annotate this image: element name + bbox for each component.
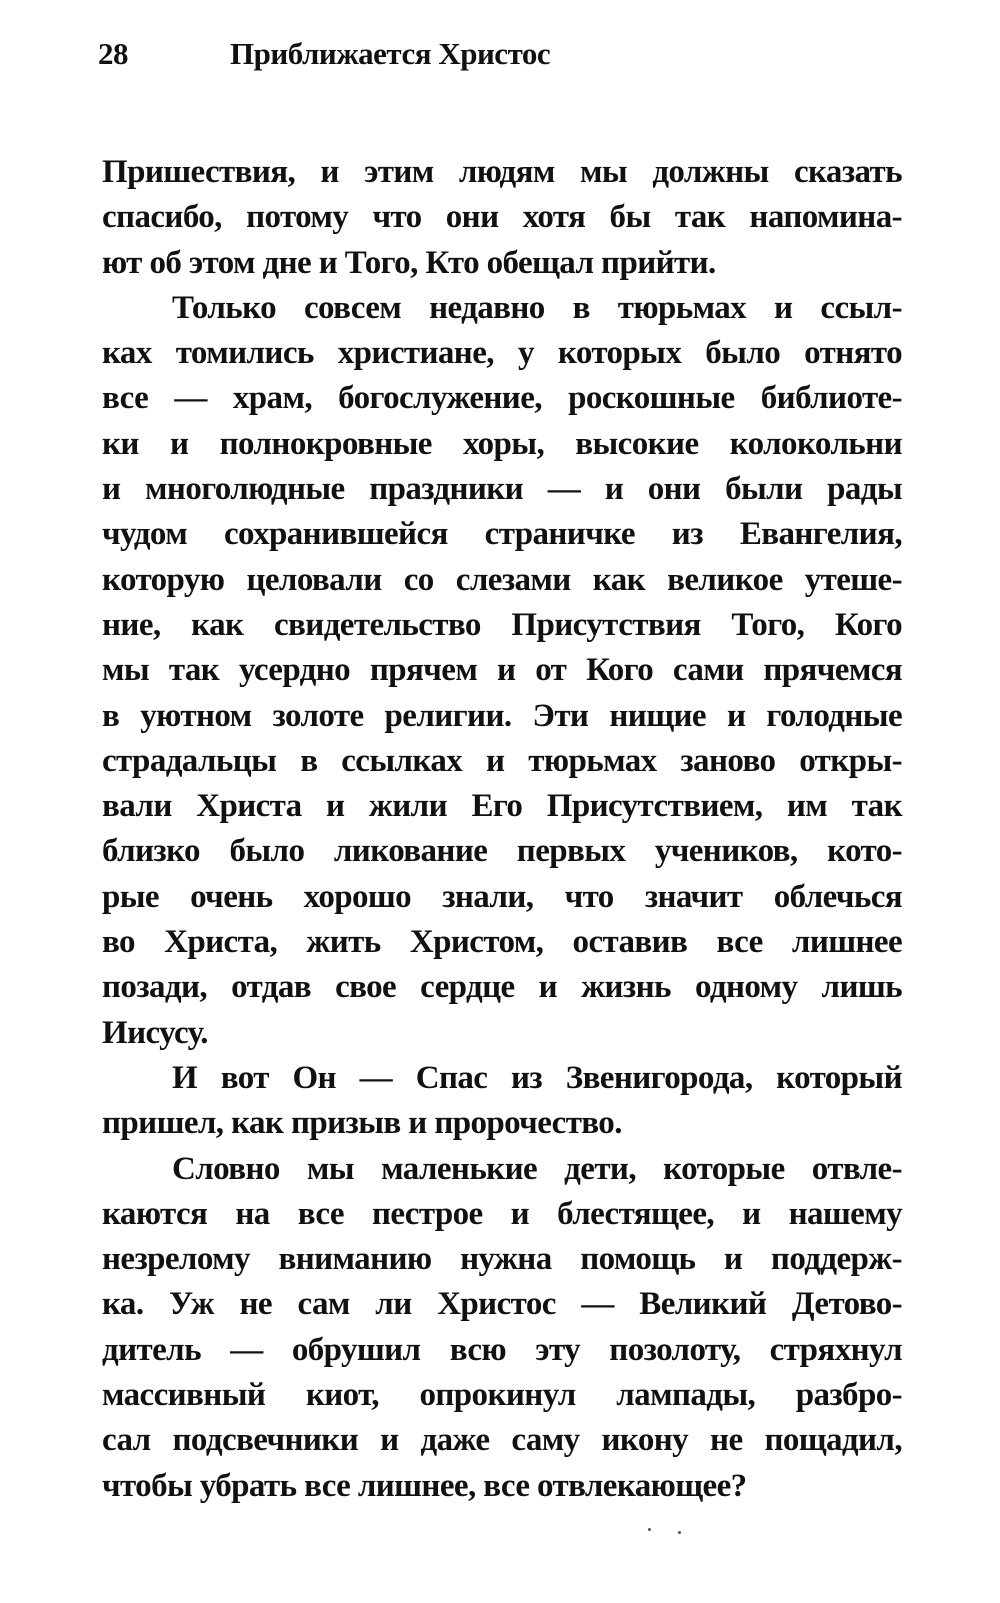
speck xyxy=(678,1531,681,1534)
text-line: Только совсем недавно в тюрьмах и ссыл- xyxy=(172,289,902,326)
text-line: ют об этом дне и Того, Кто обещал прийти. xyxy=(102,244,716,281)
scan-specks xyxy=(648,1528,688,1536)
text-line: в уютном золоте религии. Эти нищие и голодные xyxy=(102,697,902,734)
text-line: незрелому вниманию нужна помощь и поддерж- xyxy=(102,1241,902,1278)
text-line: Пришествия, и этим людям мы должны сказать xyxy=(102,154,902,190)
text-line: дитель — обрушил всю эту позолоту, стряхнул xyxy=(102,1331,902,1368)
running-head xyxy=(98,36,550,72)
text-line: сал подсвечники и даже саму икону не пощадил, xyxy=(102,1422,902,1459)
body-text xyxy=(102,150,902,1509)
text-line: Словно мы маленькие дети, которые отвле- xyxy=(172,1150,902,1187)
text-line: чудом сохранившейся страничке из Евангелия, xyxy=(102,516,902,553)
text-line: которую целовали со слезами как великое утеше- xyxy=(102,561,902,598)
text-line: во Христа, жить Христом, оставив все лишнее xyxy=(102,924,902,961)
running-title: Приближается Христос xyxy=(230,36,551,71)
paragraph-2 xyxy=(102,286,902,1056)
text-line: мы так усердно прячем и от Кого сами прячемся xyxy=(102,652,902,689)
text-line: каются на все пестрое и блестящее, и нашему xyxy=(102,1195,902,1232)
text-line: рые очень хорошо знали, что значит облечься xyxy=(102,878,902,915)
text-line: страдальцы в ссылках и тюрьмах заново откры- xyxy=(102,742,902,779)
speck xyxy=(648,1528,651,1531)
text-line: близко было ликование первых учеников, кото- xyxy=(102,833,902,870)
page-number: 28 xyxy=(98,36,128,71)
text-line: ка. Уж не сам ли Христос — Великий Детово- xyxy=(102,1286,902,1323)
text-line: пришел, как призыв и пророчество. xyxy=(102,1105,622,1142)
text-line: Иисусу. xyxy=(102,1014,208,1051)
text-line: все — храм, богослужение, роскошные библиоте- xyxy=(102,380,902,417)
text-line: И вот Он — Спас из Звенигорода, который xyxy=(172,1059,902,1096)
text-line: вали Христа и жили Его Присутствием, им так xyxy=(102,788,902,825)
paragraph-3 xyxy=(102,1056,902,1147)
text-line: массивный киот, опрокинул лампады, разбро- xyxy=(102,1377,902,1414)
text-line: ние, как свидетельство Присутствия Того, Кого xyxy=(102,606,902,643)
text-line: ки и полнокровные хоры, высокие колокольни xyxy=(102,425,902,462)
text-line: спасибо, потому что они хотя бы так напомина- xyxy=(102,199,902,236)
text-line: и многолюдные праздники — и они были рады xyxy=(102,471,902,508)
paragraph-4 xyxy=(102,1147,902,1509)
paragraph-1 xyxy=(102,150,902,286)
text-line: чтобы убрать все лишнее, все отвлекающее? xyxy=(102,1467,747,1504)
text-line: позади, отдав свое сердце и жизнь одному лишь xyxy=(102,969,902,1006)
text-line: ках томились христиане, у которых было отнято xyxy=(102,335,902,372)
